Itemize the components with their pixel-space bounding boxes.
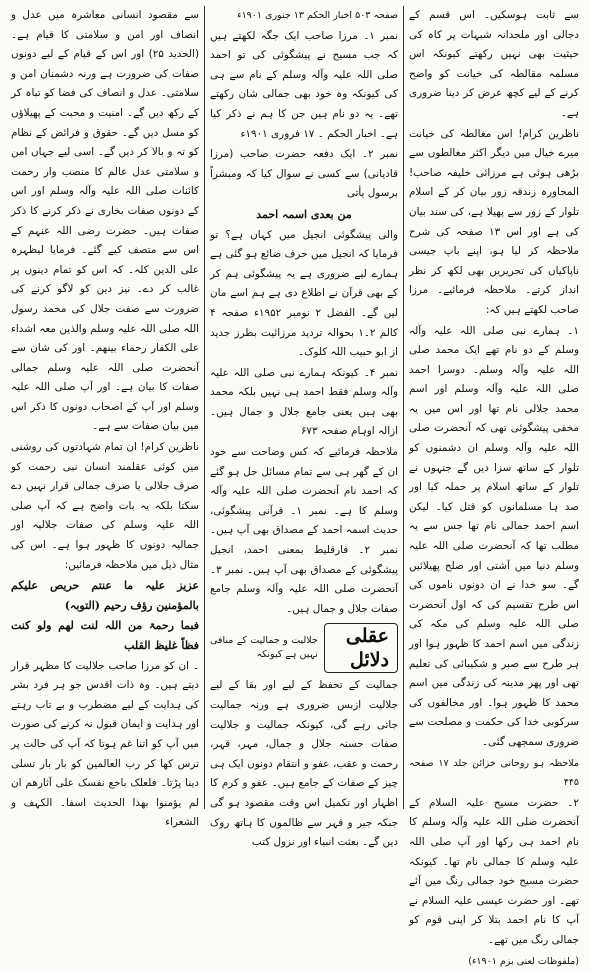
- section-title: عقلی دلائل: [324, 623, 398, 673]
- section-heading: [210, 623, 398, 673]
- reference: ملاحظہ ہو روحانی خزائن جلد ۱۷ صفحہ ۴۴۵: [409, 754, 579, 793]
- paragraph: سے مقصود انسانی معاشرہ میں عدل و انصاف اور امن و سلامتی کا قیام ہے۔ (الحدید ۲۵) اور اس کے قیام کے لیے دونوں صفات کی ضرورت ہے ورنہ دشمنان امن و سلامتی۔ عدل و انصاف کی فضا کو تباہ کر کے رکھ دیں گے۔ امنیت و محبت کے پھیلاؤں کو مسل دیں گے۔ حقوق و فرائض کے نظام کو تہ و بالا کر دیں گے۔ اسی لیے جہاں امن و سلامتی عدل عالم کا منصب وار رحمت کائنات صلی اللہ علیہ وآلہ وسلم اور اس کے دونوں صفات بخاری نے ذکر کرنے کا ذکر صفات ہیں۔ حضرت رضی اللہ عنہم کے اس سے متصف کیے گئے۔ فرمایا لیظہرہ علی الدین کلہ۔ کہ اس کو تمام دینوں پر غالب کر دے۔ نیز دین کو لاگو کرنے کی ضرورت سے صفت جلال کی محمد رسول اللہ صلی اللہ علیہ وسلم والذین معہ اشداء علی الکفار رحماء بینھم۔ اور کی شان سے آنحضرت صلی اللہ علیہ وسلم جمالی صفات کا بیان ہے۔ اور آپ صلی اللہ علیہ وسلم اور آپ کے اصحاب دونوں کا ذکر اس میں بیان صفات سے ہے۔: [11, 6, 199, 437]
- arabic-quote: من بعدی اسمہ احمد: [210, 205, 398, 225]
- reference: صفحہ ۵۰۳ اخبار الحکم ۱۳ جنوری ۱۹۰۱ء: [210, 6, 398, 26]
- paragraph: نمبر ۴۔ کیونکہ ہمارے نبی صلی اللہ علیہ وآلہ وسلم فقط احمد ہی نہیں بلکہ محمد بھی ہیں یعنی جامع جلال و جمال ہیں۔ ازالہ اوہام صفحہ ۶۷۳: [210, 364, 398, 442]
- paragraph: والی پیشگوئی انجیل میں کہاں ہے؟ تو فرمایا کہ انجیل میں حرف ضائع ہو گئی ہے ہمارے لیے ضروری ہے یہ پیشگوئی ہم کر کے بھی قرآن نے اطلاع دی ہے ہم اسے مان لیں گے۔ الفضل ۲ نومبر ۱۹۵۲ء صفحہ ۴ کالم ۲۔۱ بحوالہ تردید مرزائیت بطرز جدید از ابو حبیب اللہ کلوک۔: [210, 226, 398, 363]
- paragraph: ۔ ان کو مرزا صاحب جلالیت کا مظہر قرار دیتے ہیں۔ وہ ذات اقدس جو ہر فرد بشر کی ہدایت کے لیے مضطرب و بے تاب رہتے اور ہدایت و ایمان قبول نہ کرنے کی صورت میں آپ کو اتنا غم ہوتا کہ آپ کی حالت پر ترس کھا کر رب العالمین کو بار بار تسلی دینا پڑتا۔ فلعلک باخع نفسک علی آثارھم ان لم یؤمنوا بھذا الحدیث اسفا۔ الکہف و الشعراء: [11, 657, 199, 833]
- column-middle: [204, 6, 404, 809]
- paragraph: ملاحظہ فرمائیے کہ کس وضاحت سے خود ان کے گھر ہی سے تمام مسائل حل ہو گئے کہ احمد نام آنحضرت صلی اللہ علیہ وآلہ وسلم کا ہے۔ نمبر ۱۔ قرآنی پیشگوئی، حدیث اسمہ احمد کے مصداق بھی آپ ہیں۔ نمبر ۲۔ فارقلیط بمعنی احمد، انجیل پیشگوئی کے مصداق بھی آپ ہیں۔ نمبر ۳۔ آنحضرت صلی اللہ علیہ وآلہ وسلم جامع صفات جلال و جمال ہیں۔: [210, 443, 398, 619]
- column-left: [6, 6, 204, 809]
- paragraph: سے ثابت ہوسکیں۔ اس قسم کے دجالی اور ملحدانہ شبہات پر کاہ کی حیثیت بھی نہیں رکھتے کیونکہ اس مسلمہ مقالطہ کی خیانت کو واضح کرنے کے لیے کچھ عرض کر دینا ضروری ہے۔: [409, 6, 579, 124]
- paragraph: ۲۔ حضرت مسیح علیہ السلام کے آنحضرت صلی اللہ علیہ وآلہ وسلم کا نام احمد ہی رکھا اور آپ صلی اللہ علیہ وسلم کا جمالی نام تھا۔ کیونکہ حضرت مسیح خود جمالی رنگ میں آئے تھے۔ اور حضرت عیسی علیہ السلام نے آپ کا نام احمد بتلا کر اپنی قوم کو جمالی رنگ میں تھے۔: [409, 794, 579, 951]
- section-subtitle: جلالیت و جمالیت کے منافی نہیں ہے کیونکہ: [210, 634, 318, 662]
- paragraph: ۱۔ ہمارے نبی صلی اللہ علیہ وآلہ وسلم کے دو نام تھے ایک محمد صلی اللہ علیہ وآلہ وسلم۔ دوسرا احمد صلی اللہ علیہ وآلہ وسلم اور اسم محمد جلالی نام تھا اور اس میں یہ مخفی پیشگوئی تھی کہ آنحضرت صلی اللہ علیہ وآلہ وسلم ان دشمنوں کو تلوار کے ساتھ سزا دیں گے جنہوں نے تلوار کے ساتھ اسلام پر حملہ کیا اور صد ہا مسلمانوں کو قتل کیا۔ لیکن اسم احمد جمالی نام تھا جس سے یہ مطلب تھا کہ آنحضرت صلی اللہ علیہ وسلم دنیا میں آشتی اور صلح پھیلائیں گے۔ سو خدا نے ان دونوں ناموں کی اس طرح تقسیم کی کہ اول آنحضرت صلی اللہ علیہ وسلم کی مکہ کی زندگی میں اسم احمد کا ظہور ہوا اور ہر طرح سے صبر و شکیبائی کی تعلیم تھی اور پھر مدینہ کی زندگی میں اسم محمد کا ظہور ہوا۔ اور مخالفوں کی سرکوبی خدا کی حکمت و مصلحت سے ضروری سمجھی گئی۔: [409, 322, 579, 753]
- arabic-quote: عزیز علیہ ما عنتم حریص علیکم بالمؤمنین رؤف رحیم (التوبہ): [11, 576, 199, 615]
- paragraph: نمبر ۲۔ ایک دفعہ حضرت صاحب (مرزا قادیانی) سے کسی نے سوال کیا کہ ومبشراً برسول یأتی: [210, 145, 398, 204]
- arabic-quote: فبما رحمۃ من اللہ لنت لھم ولو کنت فظاً غلیظ القلب: [11, 616, 199, 655]
- reference: (ملفوظات لعنی بزم ۱۹۰۱ء): [409, 952, 579, 971]
- paragraph: ناظرین کرام! ان تمام شہادتوں کی روشنی میں کوئی عقلمند انسان نبی رحمت کو صرف جلالی یا صرف جمالی قرار نہیں دے سکتا بلکہ یہ بات واضح ہے کہ آپ صلی اللہ علیہ وسلم کی صفات جلالیہ اور جمالیہ دونوں کا ظہور ہوا ہے۔ اس کی مثال ذیل میں ملاحظہ فرمائیں:: [11, 438, 199, 575]
- paragraph: ناظرین کرام! اس مغالطہ کی خیانت میرے خیال میں دیگر اکثر مغالطوں سے بڑھی ہوئی ہے مرزائی خلیفہ صاحب! المحاورہ زندقہ زور بیان کر کے اسلام تلوار کے زور سے پھیلا ہے، کی سند بیان کی ہے اور اس ۱۳ صفحہ کی شرح ملاحظہ کر لیا ہو، اپنے باپ جیسی ناپاکیاں کی تحریریں بھی لکھ کر نظر انداز کرتے۔ ملاحظہ فرمائیے۔ مرزا صاحب لکھتے ہیں کہ:: [409, 125, 579, 321]
- text-columns: [6, 6, 584, 809]
- paragraph: نمبر ۱۔ مرزا صاحب ایک جگہ لکھتے ہیں کہ جب مسیح نے پیشگوئی کی تو احمد صلی اللہ علیہ وآلہ وسلم کے نام سے ہی کی کیونکہ وہ خود بھی جمالی شان رکھتے تھے۔ یہ دو نام ہیں جن کا ہم نے ذکر کیا ہے۔ اخبار الحکم ۔ ۱۷ فروری ۱۹۰۱ء: [210, 27, 398, 145]
- paragraph: جمالیت کے تحفظ کے لیے اور بقا کے لیے جلالیت ازبس ضروری ہے ورنہ جمالیت جاتی رہے گی، کیونکہ جمالیت و جلالیت صفات حسنہ جلال و جمال، مہر، قہر، رحمت و عقب، عفو و انتقام دونوں ایک ہی چیز کے صفات کے جامع ہیں۔ عفو و کرم کا اظہار اور تکمیل اس وقت مقصود ہو گی جبکہ جبر و قہر سے ظالموں کا ہاتھ روک دیں گے۔ بعثت انبیاء اور نزول کتب: [210, 676, 398, 852]
- column-right: [404, 6, 584, 809]
